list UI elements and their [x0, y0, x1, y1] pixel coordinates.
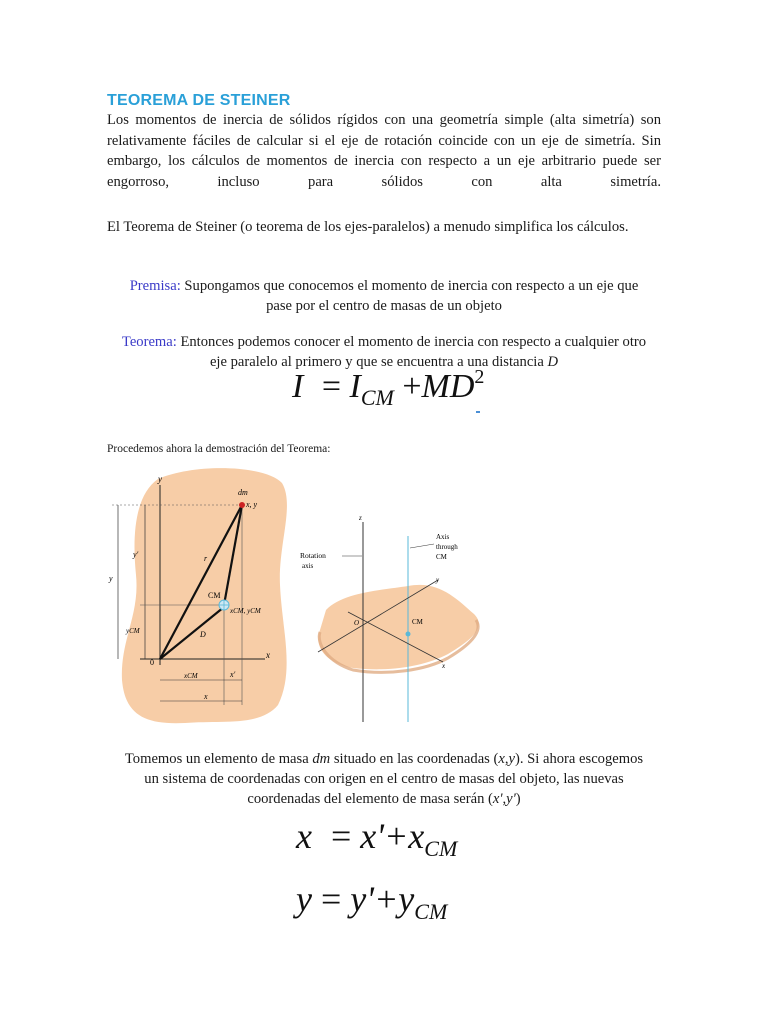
formula-y: [296, 878, 448, 924]
mass-line-1d: ). Si ahora escogemos: [515, 751, 644, 767]
xy-label: x, y: [246, 500, 258, 509]
formula-steiner: [292, 366, 485, 410]
object-shape: [122, 468, 287, 723]
ycm-side-label: yCM: [126, 627, 140, 635]
origin-label-right: O: [354, 619, 360, 627]
axis-label-2: through: [436, 543, 458, 551]
mass-line-3d: ): [515, 791, 521, 807]
cm-dot: [406, 632, 411, 637]
premise-line-1: [100, 276, 668, 296]
xprime-label: x′: [230, 670, 236, 679]
formula-lhs: I: [292, 368, 304, 405]
mass-line-3a: coordenadas del elemento de masa serán (: [247, 791, 493, 807]
dm-point: [239, 502, 245, 508]
link-mark: [476, 411, 480, 413]
premise-label: Premisa:: [129, 278, 181, 294]
formula-y-eq: =: [320, 879, 342, 919]
theorem-text-2: eje paralelo al primero y que se encuentra a una distancia: [209, 354, 548, 370]
intro-paragraph: [107, 110, 661, 192]
mass-line-1: [100, 749, 668, 769]
xcm-bottom-label: xCM: [184, 672, 198, 680]
demo-intro: Procedemos ahora la demostración del Teorema:: [107, 443, 331, 455]
formula-x: [296, 815, 458, 861]
formula-y-rhs1: y'+: [350, 879, 399, 919]
intro-line-2: relativamente fáciles de calcular si el eje de rotación coincide con un eje de simetría. Sin: [107, 132, 661, 149]
formula-exp: 2: [474, 366, 485, 388]
y-label-right: y: [436, 576, 440, 584]
dm-label: dm: [238, 488, 248, 497]
formula-y-rhs2: y: [398, 879, 415, 919]
figure-left-diagram: [100, 465, 300, 725]
rotation-label-1: Rotation: [300, 551, 326, 560]
axis-label-1: Axis: [436, 533, 450, 541]
x-label-right: x: [442, 662, 446, 670]
rotation-label-2: axis: [302, 562, 314, 570]
theorem-line-1: [100, 332, 668, 352]
z-label: z: [359, 514, 362, 522]
theorem-distance-var: D: [547, 354, 559, 370]
intro-line-4: engorroso, incluso para sólidos con alta simetría.: [107, 173, 661, 190]
theorem-block: [100, 332, 668, 372]
mass-y: y: [508, 751, 515, 767]
intro-line-3: embargo, los cálculos de momentos de inercia con respecto a un eje arbitrario puede ser: [107, 153, 661, 169]
mass-line-1b: situado en las coordenadas (: [330, 751, 499, 767]
formula-cm-sub: CM: [360, 385, 394, 410]
mass-x: x: [498, 751, 505, 767]
mass-comma-1: ,: [504, 751, 509, 767]
cm-label-right: CM: [412, 618, 423, 626]
d-label: D: [200, 630, 206, 639]
y-axis-label: y: [158, 474, 162, 484]
formula-x-sub: CM: [424, 836, 458, 861]
formula-y-sub: CM: [414, 899, 448, 924]
formula-x-lhs: x: [296, 816, 312, 856]
mass-dm: dm: [312, 751, 331, 767]
formula-x-rhs1: x'+: [360, 816, 409, 856]
axis-label-3: CM: [436, 553, 447, 561]
yprime-label: y′: [133, 550, 139, 559]
formula-equals: =: [321, 368, 342, 405]
formula-y-lhs: y: [296, 879, 312, 919]
premise-block: [100, 276, 668, 316]
mass-line-2: un sistema de coordenadas con origen en el centro de masas del objeto, las nuevas: [144, 771, 624, 787]
formula-md: MD: [421, 368, 475, 405]
cm-label: CM: [208, 591, 221, 600]
page-title: TEOREMA DE STEINER: [107, 92, 291, 109]
x-bottom-label: x: [204, 692, 208, 701]
intro-line-1: Los momentos de inercia de sólidos rígidos con una geometría simple (alta simetría) son: [107, 112, 661, 128]
steiner-sentence: El Teorema de Steiner (o teorema de los ejes-paralelos) a menudo simplifica los cálculos.: [107, 219, 629, 235]
mass-xprime: x': [492, 791, 503, 807]
theorem-text-1: Entonces podemos conocer el momento de inercia con respecto a cualquier otro: [176, 334, 647, 350]
r-label: r: [204, 554, 208, 563]
formula-plus: +: [402, 368, 422, 405]
premise-text-1: Supongamos que conocemos el momento de inercia con respecto a un eje que: [180, 278, 639, 294]
theorem-label: Teorema:: [121, 334, 177, 350]
premise-line-2: pase por el centro de masas de un objeto: [266, 298, 502, 314]
slab-shape: [318, 585, 478, 670]
formula-i: I: [349, 368, 361, 405]
y-dim-label: y: [109, 574, 113, 583]
mass-line-1a: Tomemos un elemento de masa: [124, 751, 313, 767]
origin-label: 0: [150, 658, 154, 667]
mass-element-paragraph: [100, 749, 668, 809]
mass-yprime: y': [506, 791, 516, 807]
x-axis-label: x: [266, 650, 270, 660]
figure-right-diagram: [298, 512, 498, 732]
mass-comma-2: ,: [502, 791, 507, 807]
mass-line-3: [100, 789, 668, 809]
formula-x-rhs2: x: [408, 816, 425, 856]
xcm-ycm-label: xCM, yCM: [230, 607, 261, 615]
formula-x-eq: =: [330, 816, 352, 856]
